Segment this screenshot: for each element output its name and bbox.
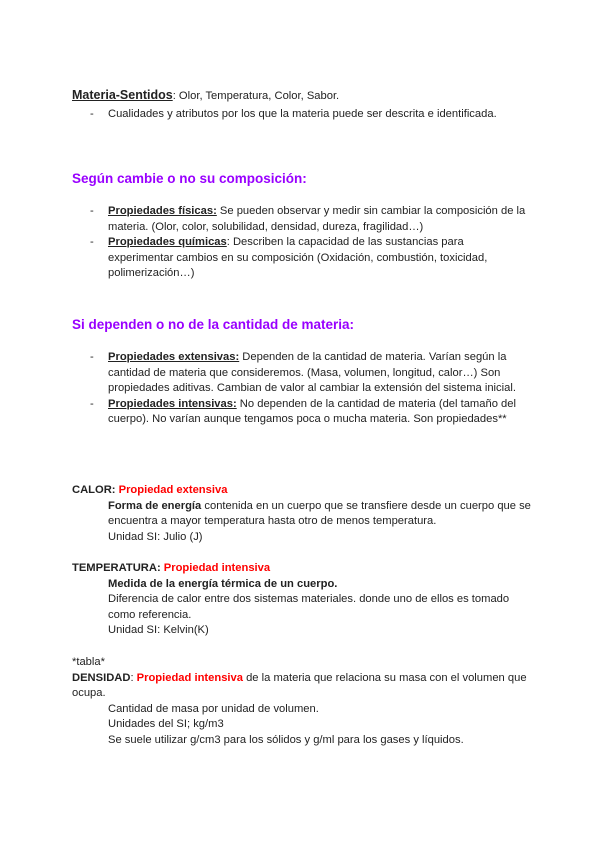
calor-type: Propiedad extensiva	[115, 484, 228, 496]
list-item	[108, 204, 532, 235]
densidad-line2: Unidades del SI; kg/m3	[108, 718, 224, 730]
temperatura-section	[72, 561, 532, 639]
tabla-note: *tabla*	[72, 656, 105, 668]
densidad-section	[72, 655, 532, 748]
composicion-list	[72, 204, 532, 282]
densidad-colon: :	[130, 671, 137, 684]
composicion-section	[72, 170, 532, 282]
materia-rest: : Olor, Temperatura, Color, Sabor.	[172, 90, 340, 102]
calor-text: contenida en un cuerpo que se transfiere desde un cuerpo que se encuentra a mayor temperatura hasta otro de menos temperatura.	[108, 499, 531, 527]
composicion-heading: Según cambie o no su composición:	[72, 171, 307, 186]
temperatura-unit: Unidad SI: Kelvin(K)	[108, 624, 209, 636]
list-item: - Cualidades y atributos por los que la materia puede ser descrita e identificada.	[108, 107, 532, 123]
temperatura-label: TEMPERATURA:	[72, 562, 161, 574]
temperatura-title	[72, 561, 532, 577]
densidad-line3: Se suele utilizar g/cm3 para los sólidos y g/ml para los gases y líquidos.	[108, 733, 464, 746]
materia-section	[72, 88, 532, 122]
calor-label: CALOR:	[72, 484, 116, 496]
densidad-text: de la materia que relaciona su masa con el volumen que ocupa.	[72, 671, 527, 699]
calor-unit: Unidad SI: Julio (J)	[108, 530, 203, 543]
quimicas-term: Propiedades químicas	[108, 236, 227, 248]
materia-term: Materia-Sentidos	[72, 88, 173, 102]
densidad-line1: Cantidad de masa por unidad de volumen.	[108, 702, 319, 715]
fisicas-text: Se pueden observar y medir sin cambiar la composición de la materia. (Olor, color, solubilidad, densidad, dureza, fragilidad…)	[108, 205, 526, 233]
list-item	[108, 235, 532, 282]
extensivas-term: Propiedades extensivas:	[108, 351, 240, 363]
materia-line	[72, 88, 532, 105]
densidad-label: DENSIDAD	[72, 671, 131, 684]
intensivas-term: Propiedades intensivas:	[108, 397, 237, 410]
materia-list	[72, 107, 532, 123]
fisicas-term: Propiedades físicas:	[108, 205, 217, 217]
densidad-type: Propiedad intensiva	[136, 671, 243, 684]
cantidad-heading: Si dependen o no de la cantidad de materia:	[72, 317, 355, 332]
temperatura-text: Diferencia de calor entre dos sistemas materiales. donde uno de ellos es tomado como referencia.	[108, 593, 510, 621]
extensivas-text: Dependen de la cantidad de materia. Varían según la cantidad de materia que consideremos. (Masa, volumen, longitud, calor…) Son propiedades aditivas. Cambian de valor al cambiar la extensión del sistema inicial.	[108, 351, 516, 394]
list-item	[108, 397, 532, 428]
calor-section	[72, 483, 532, 545]
cantidad-list	[72, 350, 532, 428]
list-item	[108, 350, 532, 397]
calor-title	[72, 483, 532, 499]
temperatura-type: Propiedad intensiva	[160, 562, 271, 574]
cantidad-section	[72, 316, 532, 428]
temperatura-bold: Medida de la energía térmica de un cuerpo.	[108, 577, 338, 590]
calor-definition	[72, 499, 532, 530]
calor-bold: Forma de energía	[108, 499, 202, 512]
quimicas-text: : Describen la capacidad de las sustancias para experimentar cambios en su composición (Oxidación, combustión, toxicidad, polimerización…)	[108, 236, 488, 279]
densidad-definition	[72, 671, 532, 702]
intensivas-text: No dependen de la cantidad de materia (del tamaño del cuerpo). No varían aunque tengamos poca o mucha materia. Son propiedades**	[108, 397, 516, 425]
